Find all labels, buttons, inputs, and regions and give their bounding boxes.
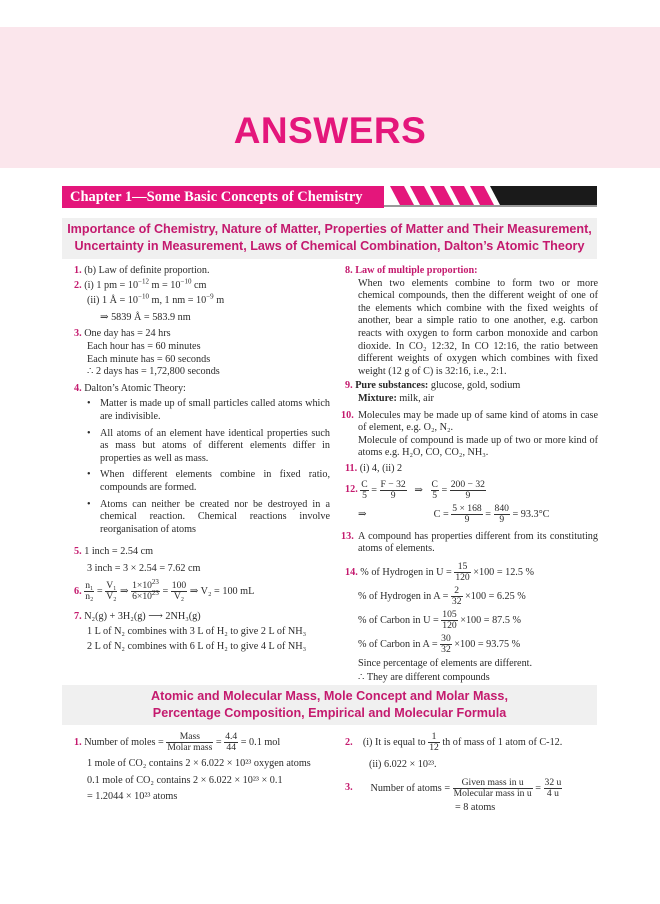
answer-text: ⇒ V₂ = 100 mL [189,586,255,598]
list-item: • All atoms of an element have identical properties such as mass but atoms of different elements differ in properties as well as mass. [74,428,330,466]
answer-text: Since percentage of elements are different. [358,657,533,669]
answer-text: Number of atoms = [370,782,453,794]
fraction [431,480,439,501]
s2-answer-1 [74,732,330,756]
answer-7 [74,611,330,624]
answer-number: 4. [74,382,82,394]
numerator: 1 [428,732,440,743]
denominator: 32 [451,595,462,607]
answer-text: One day has = 24 hrs [84,328,171,340]
fraction [441,610,457,631]
answer-text: 1 inch = 2.54 cm [84,546,154,558]
answer-text: (ii) 1 Å = 10 [87,295,139,307]
implies-sign: ⇒ [358,508,367,520]
fraction [494,504,510,525]
numerator: 32 u [544,776,562,788]
equals-sign: = [535,782,544,794]
answer-text: (ii) 6.022 × 10²³. [369,759,437,770]
numerator: 2 [451,586,463,597]
denominator: 9 [464,513,470,525]
numerator: C [431,478,438,490]
page-title: ANSWERS [233,110,427,151]
answer-text: 3 inch = 3 × 2.54 = 7.62 cm [87,562,201,574]
superscript: 23 [151,578,159,587]
denominator: 32 [441,643,451,655]
list-item: • When different elements combine in fixed ratio, compounds are formed. [74,469,330,494]
denominator: 5 [362,489,367,501]
answer-text: Molecules may be made up of same kind of atoms in case of element, e.g. O₂, N₂. [358,409,598,434]
answer-text: When two elements combine to form two or more chemical compounds, then the different weight of one of the elements which combine with the fixed weights of another, bear a simple ratio to one another, e.g. carbon reacts with oxygen to form carbon monoxide and carbon dioxide. In CO₂ 12:32, In CO 12:16, the ratio between different weights of oxygen which combines with fixed weight (12 g of C) is 32:16, i.e., 2:1. [358,277,598,377]
answer-2-ii [74,292,330,308]
numerator: F − 32 [380,478,406,490]
numerator: Given mass in u [453,778,533,789]
fraction [84,581,94,602]
answer-text: Each minute has = 60 seconds [87,353,211,365]
answer-number: 11. [345,462,358,474]
fraction [380,480,407,501]
answer-14-h-u [345,562,598,586]
superscript: −10 [138,292,149,301]
numerator: 4.4 [225,731,238,742]
implies-sign: ⇒ [414,484,423,496]
answer-text: = 0.1 mol [240,736,281,748]
answer-text: (b) Law of definite proportion. [84,265,210,276]
section2-right-column [345,732,598,814]
answer-text: = 93.3°C [512,508,550,520]
denominator: 4 u [546,787,559,799]
section-heading-1-line2: Uncertainty in Measurement, Laws of Chemical Combination, Dalton’s Atomic Theory [74,239,585,253]
right-column [341,265,598,685]
section-heading-2 [62,685,597,725]
answer-3 [74,328,330,341]
answer-number: 14. [345,566,358,578]
answer-2-iii: ⇒ 5839 Å = 583.9 nm [100,311,191,323]
equals-sign: = [162,586,169,598]
answer-number: 3. [74,328,82,340]
numerator: 200 − 32 [450,478,485,490]
equation: N₂(g) + 3H₂(g) ⟶ 2NH₃(g) [84,611,201,623]
fraction [105,581,117,602]
answer-number: 3. [345,782,353,794]
implies-sign: ⇒ [120,586,129,598]
answer-text: A compound has properties different from its constituting atoms of elements. [358,530,598,555]
answer-number: 2. [345,736,353,748]
answer-number: 10. [341,409,354,421]
list-item: • Matter is made up of small particles called atoms which are indivisible. [74,398,330,423]
denominator: V₂ [173,591,185,603]
answer-number: 13. [341,530,354,542]
numerator: 5 × 168 [452,502,482,514]
title-banner [0,27,660,168]
list-item: • Atoms can neither be created nor be destroyed in a chemical reaction. Chemical reactions involve reorganisation of atoms [74,499,330,537]
answer-text: m = 10 [149,279,181,291]
answer-text: th of mass of 1 atom of C-12. [442,736,563,748]
denominator: Molar mass [167,742,213,753]
numerator: C [361,478,368,490]
denominator: Molecular mass in u [453,787,532,799]
chapter-stripes-decoration [390,186,597,205]
denominator: 9 [390,489,396,501]
s2-answer-3 [345,778,598,802]
answer-14-c-u [345,610,598,634]
denominator: 120 [455,571,470,583]
left-column [74,265,330,653]
fraction [451,586,463,607]
answer-text: % of Carbon in A = [358,638,441,650]
s2-answer-2 [345,732,598,756]
numerator: n₁ [85,580,94,592]
answer-label: Pure substances: [355,380,429,392]
answer-number: 7. [74,611,82,623]
denominator: 120 [442,619,457,631]
fraction [453,778,533,799]
equals-sign: = [441,484,448,496]
answer-number: 1. [74,265,82,276]
equals-sign: = [215,736,225,748]
superscript: −12 [138,277,149,286]
answer-text: milk, air [396,392,434,404]
fraction [224,732,238,753]
fraction [131,578,160,603]
numerator: 15 [454,562,470,573]
answer-text: 1 mole of CO₂ contains 2 × 6.022 × 10²³ oxygen atoms [87,758,311,769]
answer-text: % of Carbon in U = [358,614,442,626]
fraction [544,778,563,799]
superscript: −9 [206,292,214,301]
chapter-title: Chapter 1—Some Basic Concepts of Chemistry [62,186,384,208]
answer-text: m, 1 nm = 10 [148,295,207,307]
equals-sign: = [485,508,494,520]
answer-6 [74,578,330,607]
answer-text: % of Hydrogen in U = [360,566,455,578]
answer-number: 12. [345,484,358,496]
answer-text: Molecule of compound is made up of two or more kind of atoms e.g. H₂O, CO, CO₂, NH₃. [358,434,598,459]
section-heading-2-line2: Percentage Composition, Empirical and Molecular Formula [152,706,507,720]
numerator: 105 [442,608,457,620]
numerator: 30 [441,632,451,644]
fraction [450,480,486,501]
answer-text: C = [433,508,452,520]
answer-text: Number of moles = [84,736,167,748]
answer-text: 2 L of N₂ combines with 6 L of H₂ to give 4 L of NH₃ [87,640,307,652]
answer-number: 5. [74,546,82,558]
denominator [131,589,160,603]
chapter-header [62,186,597,208]
answer-text: (i) 4, (ii) 2 [359,462,403,474]
answer-text: (i) 1 pm = 10 [84,279,139,291]
answer-text: = 1.2044 × 10²³ atoms [87,791,178,803]
denominator: 12 [429,742,439,753]
equals-sign: = [371,484,377,496]
answer-9 [345,380,598,393]
answer-text: glucose, gold, sodium [428,380,521,392]
numerator: 100 [171,580,187,592]
equals-sign: = [96,586,103,598]
answer-text: cm [191,279,207,291]
answer-number: 9. [345,380,353,392]
answer-text: ×100 = 93.75 % [454,638,521,650]
denominator: 9 [499,513,505,525]
section-heading-2-line1: Atomic and Molecular Mass, Mole Concept and Molar Mass, [151,689,508,703]
fraction [171,581,187,602]
answer-heading: Law of multiple proportion: [355,265,478,276]
denominator: V₂ [106,591,117,603]
answer-text: = 8 atoms [455,801,496,813]
answer-5 [74,546,330,559]
denominator: 5 [432,489,438,501]
answer-text: Each hour has = 60 minutes [87,340,201,352]
answer-1 [74,265,330,278]
superscript: 23 [151,589,159,598]
answer-2-i [74,277,330,293]
answer-text: ∴ They are different compounds [358,672,490,684]
answer-text: (i) It is equal to [362,736,429,748]
denominator: 9 [465,489,471,501]
answer-13 [341,530,598,556]
fraction [440,634,452,655]
answer-number: 6. [74,586,82,598]
numerator: 840 [494,502,509,514]
fraction [360,480,368,501]
numerator-text: 1×10 [132,580,152,592]
answer-number: 1. [74,736,82,748]
answer-9-mixture [345,393,598,406]
section-heading-1 [62,218,597,259]
answer-14-c-a [345,634,598,658]
answer-number: 8. [345,265,353,276]
answer-text: ×100 = 12.5 % [473,566,534,578]
answer-text: 0.1 mole of CO₂ contains 2 × 6.022 × 10²³ × 0.1 [87,774,283,786]
section-heading-1-line1: Importance of Chemistry, Nature of Matter, Properties of Matter and Their Measurement, [67,222,592,236]
answer-text: % of Hydrogen in A = [358,590,451,602]
answer-number: 2. [74,279,82,291]
fraction [451,504,482,525]
answer-8 [345,265,598,278]
fraction [454,562,470,583]
answer-11 [345,463,598,476]
answer-label: Mixture: [358,392,397,404]
answer-text: ∴ 2 days has = 1,72,800 seconds [87,366,220,378]
answer-4 [74,383,330,396]
superscript: −10 [180,277,192,286]
denominator: 44 [226,742,237,753]
section2-left-column [74,732,330,804]
answer-14-h-a [345,586,598,610]
answer-text: m [213,295,225,307]
answer-text: Dalton’s Atomic Theory: [84,382,186,394]
denominator-text: 6×10 [132,591,152,603]
answer-12-result [345,504,598,528]
fraction [428,732,440,753]
answer-text: ×100 = 87.5 % [460,614,521,626]
answer-12 [345,480,598,504]
numerator: Mass [166,732,213,743]
fraction [166,732,213,753]
answer-10 [341,409,598,460]
denominator: n₂ [85,591,94,603]
numerator: V₁ [106,580,117,592]
answer-text: ×100 = 6.25 % [465,590,526,602]
answer-text: 1 L of N₂ combines with 3 L of H₂ to give 2 L of NH₃ [87,626,307,638]
